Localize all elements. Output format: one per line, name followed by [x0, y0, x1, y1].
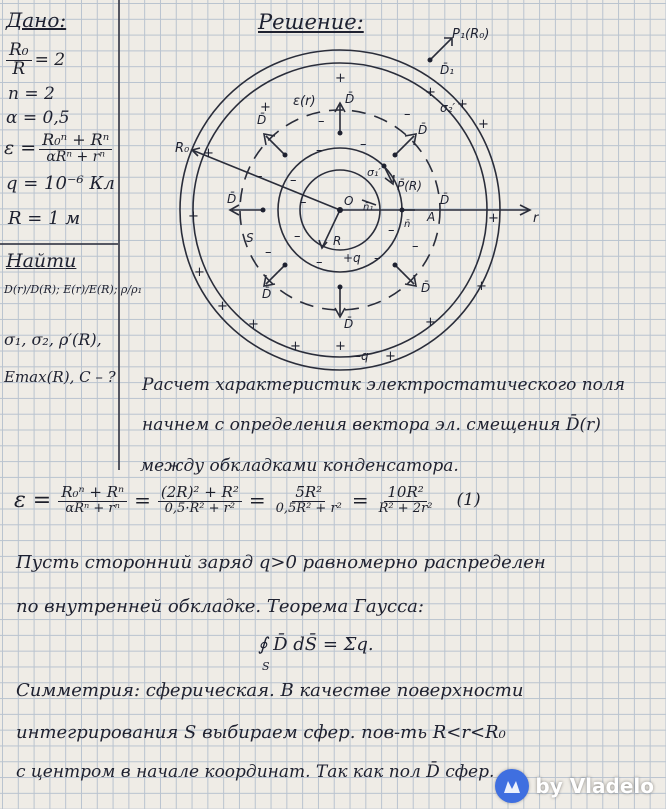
- gauss-theorem: ∮ D̄ dS̄ = Σq.: [258, 634, 374, 655]
- vladelo-logo-icon: [495, 769, 529, 803]
- label-D-ul: D̄: [257, 113, 267, 127]
- svg-text:+: +: [478, 117, 489, 132]
- given-header: Дано:: [6, 8, 67, 32]
- P1-arrow: [430, 38, 452, 60]
- svg-text:–: –: [360, 137, 367, 152]
- label-D-bottom: D̄: [344, 317, 354, 331]
- svg-text:–: –: [318, 114, 325, 129]
- svg-text:–: –: [404, 107, 411, 122]
- find-line3: Emax(R), C – ?: [4, 368, 116, 386]
- find-line1: D(r)/D(R); E(r)/E(R); ρ/ρ₁: [4, 283, 142, 296]
- watermark: [495, 769, 654, 803]
- svg-text:+: +: [457, 97, 468, 112]
- label-D-top: D̄: [345, 92, 355, 106]
- label-D-lr: D̄: [421, 281, 431, 295]
- label-n1: n̄₁: [363, 202, 374, 213]
- svg-text:+: +: [476, 279, 487, 294]
- para1-line3: между обкладками конденсатора.: [140, 456, 459, 476]
- label-P-R: P̄(R): [397, 179, 422, 193]
- svg-text:+: +: [425, 315, 436, 330]
- label-D-ll: D̄: [262, 287, 272, 301]
- solution-header: Решение:: [258, 10, 364, 34]
- svg-text:+: +: [194, 265, 205, 280]
- label-D-axis: D̄: [440, 193, 450, 207]
- para3-line3: с центром в начале координат. Так как пол D̄ сфер.: [16, 762, 495, 782]
- svg-text:+: +: [488, 211, 499, 226]
- label-R0: R₀: [175, 141, 190, 156]
- label-n: n̄: [404, 219, 411, 230]
- label-D-left: D̄: [227, 192, 237, 206]
- find-header: Найти: [6, 250, 77, 272]
- D-ul: [266, 136, 285, 155]
- given-n: n = 2: [8, 84, 55, 104]
- svg-text:+: +: [188, 209, 199, 224]
- D-lr: [395, 265, 414, 284]
- given-ratio: $\frac{\text{R₀}}{R}$ = 2: [6, 42, 65, 79]
- label-D1: D̄₁: [440, 63, 455, 77]
- label-sigma2: σ₂′: [440, 101, 456, 115]
- given-eps: ε = $\frac{\text{R₀ⁿ + Rⁿ}}{\text{αRⁿ + rⁿ}}$: [4, 132, 112, 164]
- para3-line2: интегрирования S выбираем сфер. пов-ть R<r<R₀: [16, 722, 506, 743]
- svg-text:+: +: [290, 339, 301, 354]
- label-eps-r: ε(r): [293, 94, 316, 109]
- svg-text:–: –: [374, 251, 381, 266]
- given-alpha: α = 0,5: [6, 108, 70, 128]
- para2-line2: по внутренней обкладке. Теорема Гаусса:: [16, 596, 424, 617]
- svg-text:+: +: [385, 349, 396, 364]
- svg-text:–: –: [300, 195, 307, 210]
- D-ur: [395, 136, 414, 155]
- label-D-ur: D̄: [418, 123, 428, 137]
- capacitor-diagram: [0, 0, 666, 380]
- find-line2: σ₁, σ₂, ρ′(R),: [4, 330, 102, 349]
- svg-text:+: +: [248, 317, 259, 332]
- para3-line1: Симметрия: сферическая. В качестве поверхности: [16, 680, 524, 701]
- svg-text:+: +: [335, 339, 346, 354]
- label-P1: P₁(R₀): [452, 27, 490, 42]
- equation-1: ε = $\frac{\text{R₀ⁿ + Rⁿ}}{\text{αRⁿ + rⁿ}}$ = $\frac{\text{(2R)² + R²}}{\text{0,5·R² + r²}}$ = $\frac{\text{5R²}}{\text{0,5R² + r²}}$ = $\frac{\text{10R²}}{\text{R² + 2r²}}$ (1): [14, 483, 481, 516]
- svg-text:–: –: [294, 229, 301, 244]
- gauss-surface-label: S: [262, 660, 270, 673]
- svg-text:–: –: [412, 239, 419, 254]
- label-O: O: [344, 194, 354, 208]
- svg-text:+: +: [203, 146, 214, 161]
- para1-line2: начнем с определения вектора эл. смещения D̄(r): [142, 415, 601, 435]
- label-r-axis: r: [533, 211, 539, 226]
- label-minus-q: –q: [355, 349, 369, 363]
- svg-text:+: +: [217, 299, 228, 314]
- watermark-text: by Vladelo: [535, 774, 654, 798]
- label-A: A: [427, 210, 436, 224]
- label-R: R: [333, 234, 342, 248]
- D-ll: [266, 265, 285, 284]
- label-S: S: [246, 231, 254, 245]
- svg-text:–: –: [256, 169, 263, 184]
- svg-text:+: +: [425, 85, 436, 100]
- para1-line1: Расчет характеристик электростатического поля: [142, 375, 625, 395]
- svg-text:–: –: [316, 143, 323, 158]
- label-plus-q: +q: [343, 251, 361, 265]
- given-q: q = 10⁻⁶ Кл: [6, 173, 115, 194]
- label-sigma1: σ₁′: [367, 166, 381, 179]
- given-R: R = 1 м: [8, 208, 81, 229]
- svg-text:–: –: [316, 255, 323, 270]
- svg-text:+: +: [335, 71, 346, 86]
- svg-text:–: –: [388, 223, 395, 238]
- svg-text:–: –: [265, 245, 272, 260]
- svg-text:+: +: [260, 100, 271, 115]
- para2-line1: Пусть сторонний заряд q>0 равномерно распределен: [16, 552, 546, 573]
- svg-text:–: –: [290, 173, 297, 188]
- R0-radius: [192, 150, 340, 210]
